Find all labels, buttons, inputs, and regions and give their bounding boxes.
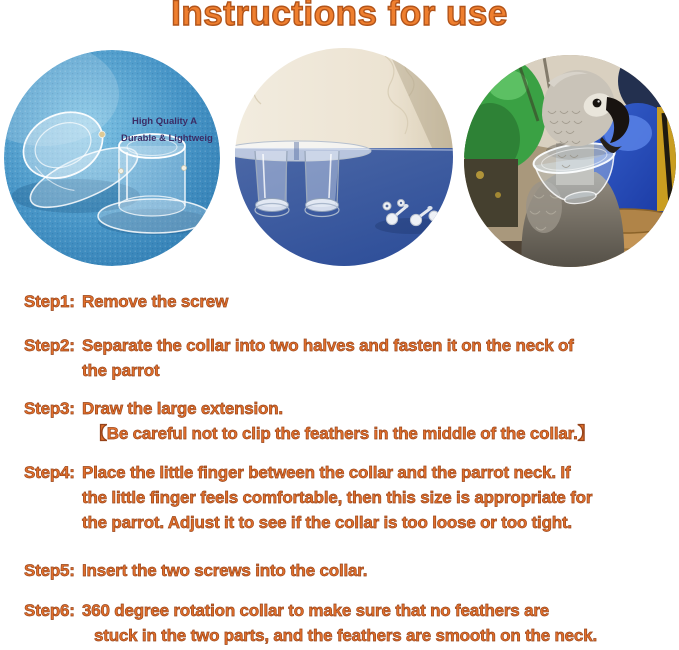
step-4-text: the little finger feels comfortable, then this size is appropriate for [82, 488, 593, 507]
step-2-text: the parrot [82, 361, 160, 380]
step-6-text: stuck in the two parts, and the feathers are smooth on the neck. [94, 626, 597, 645]
page-title: Instructions for use [171, 0, 508, 33]
photo-collar-product [4, 50, 220, 266]
yellow-strip [657, 107, 676, 211]
step-3-label: Step3: [24, 399, 75, 418]
photo-caption-line2: Durable & Lightweig [121, 133, 213, 144]
steps-list [24, 289, 677, 648]
dark-cage-area [464, 159, 518, 227]
step-3-text: Draw the large extension. [82, 399, 283, 418]
photo-parrot-wearing-collar [464, 55, 676, 267]
step-6-text: 360 degree rotation collar to make sure that no feathers are [82, 601, 549, 620]
step-6-label: Step6: [24, 601, 75, 620]
step-1 [24, 289, 677, 314]
step-2 [24, 333, 677, 383]
photo-collar-halves [235, 48, 453, 266]
step-4-text: Place the little finger between the collar and the parrot neck. If [82, 463, 571, 482]
photo-caption-line1: High Quality A [132, 116, 198, 127]
collar-half-right [305, 151, 339, 217]
step-2-text: Separate the collar into two halves and fasten it on the neck of [82, 336, 574, 355]
step-4 [24, 460, 677, 535]
step-4-text: the parrot. Adjust it to see if the collar is too loose or too tight. [82, 513, 572, 532]
step-2-label: Step2: [24, 336, 75, 355]
screw-dot [182, 166, 187, 171]
step-1-text: Remove the screw [82, 292, 229, 311]
parrot-illustration [464, 55, 676, 267]
step-5-text: Insert the two screws into the collar. [82, 561, 368, 580]
step-5 [24, 558, 677, 583]
step-3-text: 【Be careful not to clip the feathers in the middle of the collar.】 [90, 424, 595, 443]
collar-product-illustration [4, 50, 220, 266]
speckle [476, 171, 484, 179]
collar-halves-illustration [235, 48, 453, 266]
step-1-label: Step1: [24, 292, 75, 311]
collar-half-left [255, 151, 289, 217]
screw-dot [119, 169, 124, 174]
step-5-label: Step5: [24, 561, 75, 580]
step-4-label: Step4: [24, 463, 75, 482]
step-3 [24, 396, 677, 446]
step-6 [24, 598, 677, 648]
parrot-eye [593, 99, 602, 108]
speckle [495, 192, 501, 198]
